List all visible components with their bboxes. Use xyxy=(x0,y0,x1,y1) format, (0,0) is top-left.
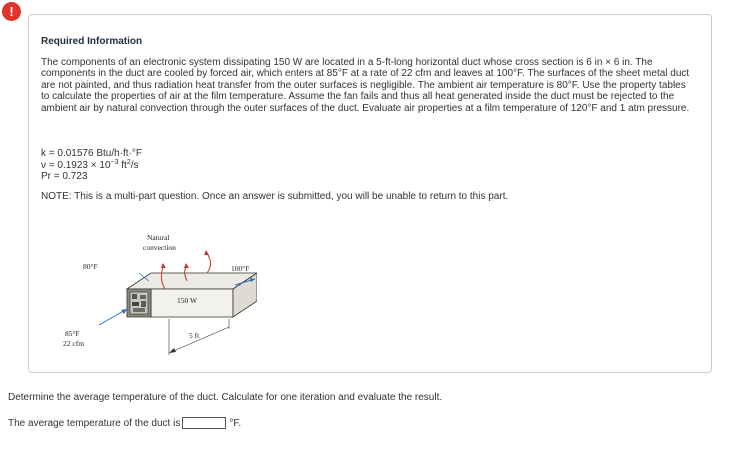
label-natural: Natural xyxy=(147,233,170,242)
answer-row xyxy=(8,417,241,429)
required-information-heading: Required Information xyxy=(41,36,143,47)
label-power: 150 W xyxy=(177,296,198,305)
multi-part-note: NOTE: This is a multi-part question. Once an answer is submitted, you will be unable to return to this part. xyxy=(41,191,509,202)
kinematic-viscosity: $\nu = 0.1923 \times 10^{-3}$ $ft^2/s$ xyxy=(41,158,139,171)
alert-icon: ! xyxy=(2,2,21,21)
problem-statement: The components of an electronic system dissipating 150 W are located in a 5-ft-long horizontal duct whose cross section is 6 in × 6 in. The components in the duct are cooled by forced air, which enters at 85°F at a rate of 22 cfm and leaves at 100°F. The surfaces of the sheet metal duct are not painted, and thus radiation heat transfer from the outer surfaces is negligible. The ambient air temperature is 80°F. Use the property tables to calculate the properties of air at the film temperature. Assume the fan fails and thus all heat generated inside the duct must be rejected to the ambient air by natural convection through the outer surfaces of the duct. Evaluate air properties at a film temperature of 120°F and 1 atm pressure. xyxy=(41,57,690,114)
label-convection: convection xyxy=(143,243,176,252)
average-temperature-input[interactable] xyxy=(182,417,226,429)
label-inlet-temp: 85°F xyxy=(65,329,80,338)
convection-arrow-3 xyxy=(207,253,211,273)
required-information-box xyxy=(28,14,712,373)
answer-unit: °F. xyxy=(229,417,242,429)
answer-prefix: The average temperature of the duct is xyxy=(8,417,181,429)
prandtl-number: Pr = 0.723 xyxy=(41,171,88,183)
thermal-conductivity: k = 0.01576 Btu/h·ft·°F xyxy=(41,148,142,159)
label-ambient-temp: 80°F xyxy=(83,262,98,271)
duct-figure xyxy=(57,227,257,367)
air-properties xyxy=(41,148,142,183)
question-text: Determine the average temperature of the duct. Calculate for one iteration and evaluate the result. xyxy=(8,392,443,403)
label-length: 5 ft xyxy=(189,331,200,340)
label-outlet-temp: 100°F xyxy=(231,264,250,273)
label-inlet-flow: 22 cfm xyxy=(63,339,85,348)
